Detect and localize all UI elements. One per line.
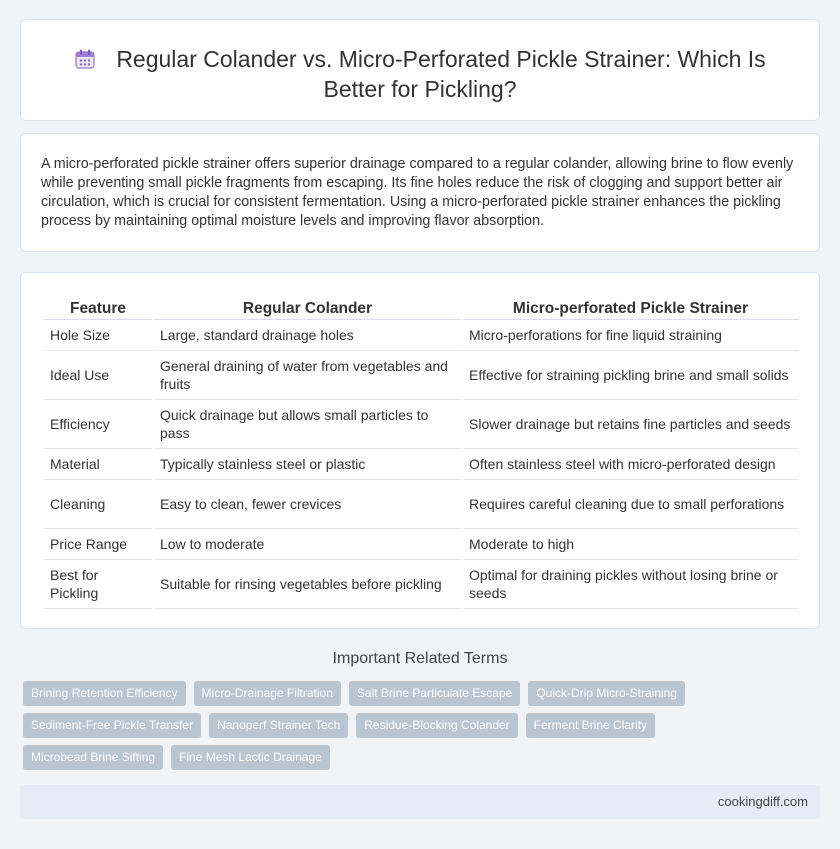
table-row bbox=[43, 319, 799, 350]
footer bbox=[20, 785, 820, 819]
table-row bbox=[43, 399, 799, 448]
feature-cell: Material bbox=[43, 448, 153, 479]
footer-site-link[interactable]: cookingdiff.com bbox=[717, 794, 808, 809]
comparison-table bbox=[42, 297, 799, 609]
table-row bbox=[43, 350, 799, 399]
page-title-wrap bbox=[21, 44, 819, 104]
related-tag[interactable]: Microbead Brine Sifting bbox=[23, 745, 163, 770]
strainer-cell: Moderate to high bbox=[462, 528, 799, 559]
title-card bbox=[20, 19, 820, 121]
strainer-cell: Often stainless steel with micro-perforated design bbox=[462, 448, 799, 479]
strainer-cell: Requires careful cleaning due to small perforations bbox=[462, 479, 799, 528]
comparison-card bbox=[20, 272, 820, 629]
colander-cell: Large, standard drainage holes bbox=[153, 319, 462, 350]
header-pickle-strainer: Micro-perforated Pickle Strainer bbox=[462, 297, 799, 319]
strainer-cell: Optimal for draining pickles without losing brine or seeds bbox=[462, 559, 799, 608]
related-tag[interactable]: Residue-Blocking Colander bbox=[356, 713, 517, 738]
colander-cell: Low to moderate bbox=[153, 528, 462, 559]
related-tag[interactable]: Quick-Drip Micro-Straining bbox=[528, 681, 685, 706]
feature-cell: Price Range bbox=[43, 528, 153, 559]
feature-cell: Cleaning bbox=[43, 479, 153, 528]
intro-paragraph: A micro-perforated pickle strainer offers superior drainage compared to a regular colander, allowing brine to flow evenly while preventing small pickle fragments from escaping. Its fine holes reduce the risk of clogging and support better air circulation, which is crucial for consistent fermentation. Using a micro-perforated pickle strainer enhances the pickling process by maintaining optimal moisture levels and improving flavor absorption. bbox=[41, 156, 794, 229]
related-tag[interactable]: Ferment Brine Clarity bbox=[526, 713, 655, 738]
feature-cell: Best for Pickling bbox=[43, 559, 153, 608]
table-row bbox=[43, 559, 799, 608]
table-row bbox=[43, 448, 799, 479]
related-tag[interactable]: Salt Brine Particulate Escape bbox=[349, 681, 520, 706]
feature-cell: Hole Size bbox=[43, 319, 153, 350]
colander-cell: Easy to clean, fewer crevices bbox=[153, 479, 462, 528]
colander-cell: General draining of water from vegetables and fruits bbox=[153, 350, 462, 399]
strainer-cell: Micro-perforations for fine liquid straining bbox=[462, 319, 799, 350]
related-terms-title: Important Related Terms bbox=[332, 650, 508, 667]
colander-cell: Suitable for rinsing vegetables before pickling bbox=[153, 559, 462, 608]
header-regular-colander: Regular Colander bbox=[153, 297, 462, 319]
page-title: Regular Colander vs. Micro-Perforated Pickle Strainer: Which Is Better for Pickling? bbox=[116, 46, 766, 102]
related-tag[interactable]: Nanoperf Strainer Tech bbox=[209, 713, 348, 738]
strainer-cell: Effective for straining pickling brine and small solids bbox=[462, 350, 799, 399]
related-tag[interactable]: Brining Retention Efficiency bbox=[23, 681, 186, 706]
colander-cell: Typically stainless steel or plastic bbox=[153, 448, 462, 479]
related-tag[interactable]: Fine Mesh Lactic Drainage bbox=[171, 745, 330, 770]
intro-card bbox=[20, 133, 820, 252]
strainer-cell: Slower drainage but retains fine particles and seeds bbox=[462, 399, 799, 448]
table-row bbox=[43, 479, 799, 528]
header-feature: Feature bbox=[43, 297, 153, 319]
table-header-row bbox=[43, 297, 799, 319]
related-terms-tags bbox=[23, 681, 803, 770]
colander-cell: Quick drainage but allows small particles to pass bbox=[153, 399, 462, 448]
feature-cell: Efficiency bbox=[43, 399, 153, 448]
related-tag[interactable]: Sediment-Free Pickle Transfer bbox=[23, 713, 201, 738]
calendar-icon bbox=[74, 47, 96, 69]
related-tag[interactable]: Micro-Drainage Filtration bbox=[194, 681, 341, 706]
table-row bbox=[43, 528, 799, 559]
feature-cell: Ideal Use bbox=[43, 350, 153, 399]
